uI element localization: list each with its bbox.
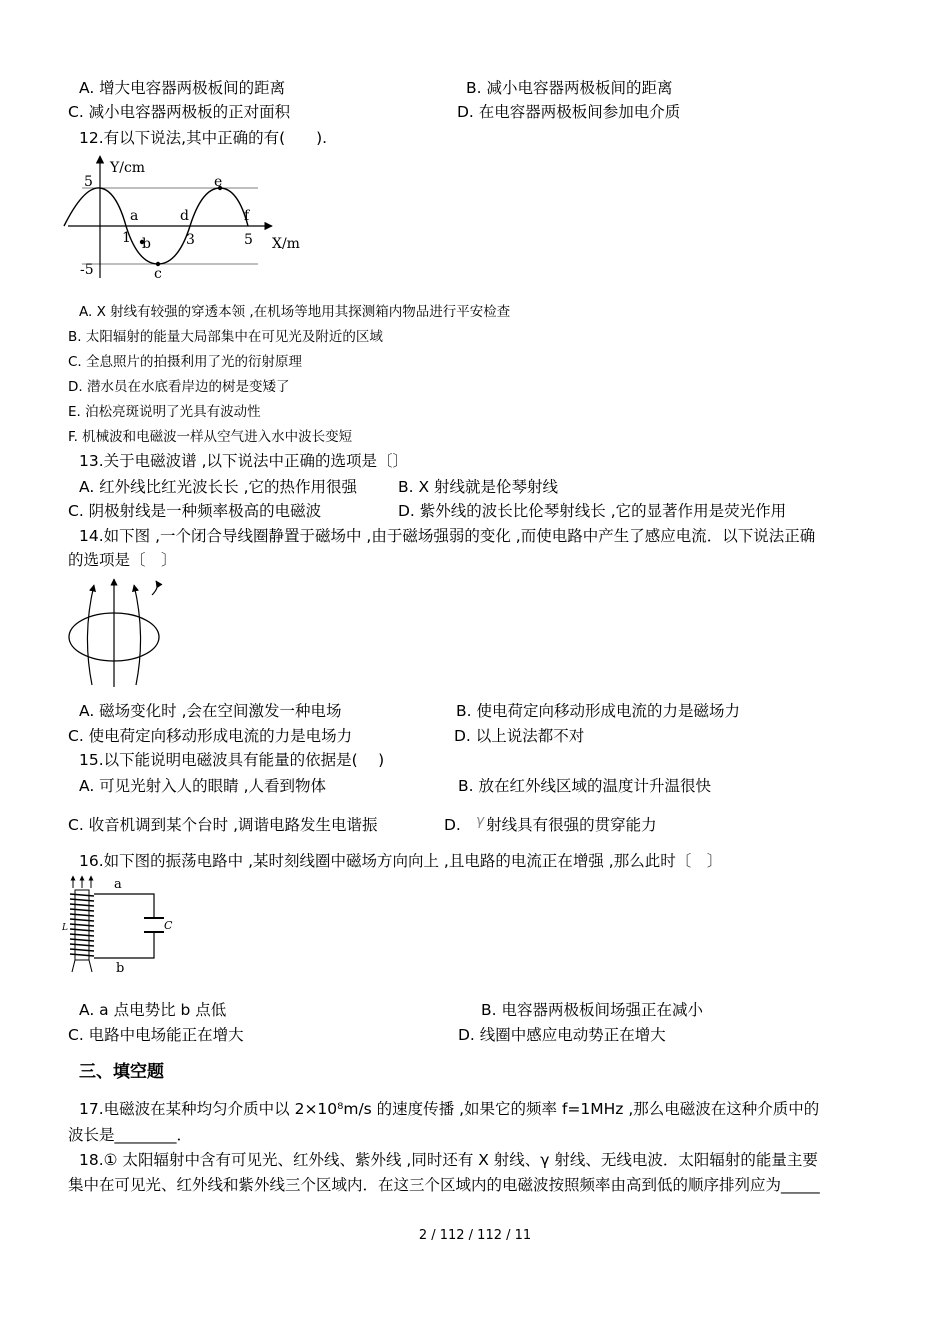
circuit-label-b: b <box>116 961 125 976</box>
q18-line1: 18.① 太阳辐射中含有可见光、红外线、紫外线 ,同时还有 X 射线、γ 射线、无线电波．太阳辐射的能量主要 <box>79 1151 818 1169</box>
x-tick-3: 3 <box>186 232 195 248</box>
q16-option-b: B. 电容器两极板间场强正在减小 <box>481 1001 703 1019</box>
q12-option-a: A. X 射线有较强的穿透本领 ,在机场等地用其探测箱内物品进行平安检查 <box>79 304 511 320</box>
q14-option-d: D. 以上说法都不对 <box>454 727 585 745</box>
q15-option-b: B. 放在红外线区域的温度计升温很快 <box>458 777 711 795</box>
q12-stem: 12.有以下说法,其中正确的有( ). <box>79 129 328 147</box>
top-wire <box>94 894 154 918</box>
point-e-label: e <box>214 174 223 190</box>
q15-option-d-text: 射线具有很强的贯穿能力 <box>486 816 657 834</box>
circuit-label-l: L <box>62 923 68 933</box>
q16-option-a: A. a 点电势比 b 点低 <box>79 1001 227 1019</box>
q14-coil-field-diagram <box>62 575 172 690</box>
page-number: 2 / 112 / 112 / 11 <box>418 1228 532 1243</box>
x-axis-label: X/m <box>272 236 300 252</box>
q17-line2: 波长是________． <box>68 1126 193 1144</box>
x-tick-5: 5 <box>244 232 253 248</box>
section-title-fill-in: 三、填空题 <box>79 1062 164 1082</box>
point-d-label: d <box>180 208 189 224</box>
q13-option-c: C. 阴极射线是一种频率极高的电磁波 <box>68 502 322 520</box>
q13-option-d: D. 紫外线的波长比伦琴射线长 ,它的显著作用是荧光作用 <box>398 502 787 520</box>
q12-wave-graph <box>62 150 322 280</box>
bottom-wire <box>94 932 154 958</box>
q13-option-b: B. X 射线就是伦琴射线 <box>398 478 559 496</box>
q12-option-c: C. 全息照片的拍摄利用了光的衍射原理 <box>68 354 303 370</box>
coil-leg-left <box>72 960 75 972</box>
q14-option-a: A. 磁场变化时 ,会在空间激发一种电场 <box>79 702 342 720</box>
circuit-label-a: a <box>114 877 122 892</box>
q15-option-d <box>444 815 657 836</box>
field-line-outer-right <box>152 581 157 595</box>
q15-option-a: A. 可见光射入人的眼睛 ,人看到物体 <box>79 777 327 795</box>
point-f-label: f <box>244 208 250 224</box>
q14-option-c: C. 使电荷定向移动形成电流的力是电场力 <box>68 727 353 745</box>
q13-stem: 13.关于电磁波谱 ,以下说法中正确的选项是〔〕 <box>79 452 409 470</box>
q14-option-b: B. 使电荷定向移动形成电流的力是磁场力 <box>456 702 740 720</box>
q12-option-d: D. 潜水员在水底看岸边的树是变矮了 <box>68 379 290 395</box>
q15-option-d-prefix: D. <box>444 816 461 834</box>
q16-option-d: D. 线圈中感应电动势正在增大 <box>458 1026 666 1044</box>
point-b-label: b <box>142 236 151 252</box>
y-tick-neg: -5 <box>80 262 94 278</box>
gamma-symbol: γ <box>475 813 485 829</box>
point-c-label: c <box>154 266 162 282</box>
q11-option-a: A. 增大电容器两极板间的距离 <box>79 79 286 97</box>
q14-stem-line2: 的选项是〔 〕 <box>68 551 177 569</box>
q13-option-a: A. 红外线比红光波长长 ,它的热作用很强 <box>79 478 358 496</box>
q16-lc-circuit-diagram <box>64 874 184 978</box>
inductor-windings <box>70 894 94 956</box>
y-tick-pos: 5 <box>84 174 93 190</box>
q15-option-c: C. 收音机调到某个台时 ,调谐电路发生电谐振 <box>68 816 378 834</box>
q12-option-f: F. 机械波和电磁波一样从空气进入水中波长变短 <box>68 429 353 445</box>
point-a-label: a <box>130 208 139 224</box>
circuit-label-c: C <box>164 919 173 932</box>
field-line-right <box>134 585 141 685</box>
q16-option-c: C. 电路中电场能正在增大 <box>68 1026 244 1044</box>
coil-leg-right <box>89 960 92 972</box>
q11-option-d: D. 在电容器两极板间参加电介质 <box>457 103 681 121</box>
x-tick-1: 1 <box>122 230 131 246</box>
q18-line2: 集中在可见光、红外线和紫外线三个区域内．在这三个区域内的电磁波按照频率由高到低的顺序排列应为_____ <box>68 1176 820 1194</box>
q11-option-b: B. 减小电容器两极板间的距离 <box>466 79 673 97</box>
q12-option-b: B. 太阳辐射的能量大局部集中在可见光及附近的区域 <box>68 329 383 345</box>
q14-stem-line1: 14.如下图 ,一个闭合导线圈静置于磁场中 ,由于磁场强弱的变化 ,而使电路中产生了感应电流．以下说法正确 <box>79 527 816 545</box>
field-line-left <box>87 585 94 685</box>
q15-stem: 15.以下能说明电磁波具有能量的依据是( ) <box>79 751 385 769</box>
q16-stem: 16.如下图的振荡电路中 ,某时刻线圈中磁场方向向上 ,且电路的电流正在增强 ,那么此时〔 〕 <box>79 852 723 870</box>
y-axis-label: Y/cm <box>110 160 146 176</box>
q11-option-c: C. 减小电容器两极板的正对面积 <box>68 103 291 121</box>
q17-line1: 17.电磁波在某种均匀介质中以 2×10⁸m/s 的速度传播 ,如果它的频率 f=1MHz ,那么电磁波在这种介质中的 <box>79 1100 820 1118</box>
q12-option-e: E. 泊松亮斑说明了光具有波动性 <box>68 404 261 420</box>
